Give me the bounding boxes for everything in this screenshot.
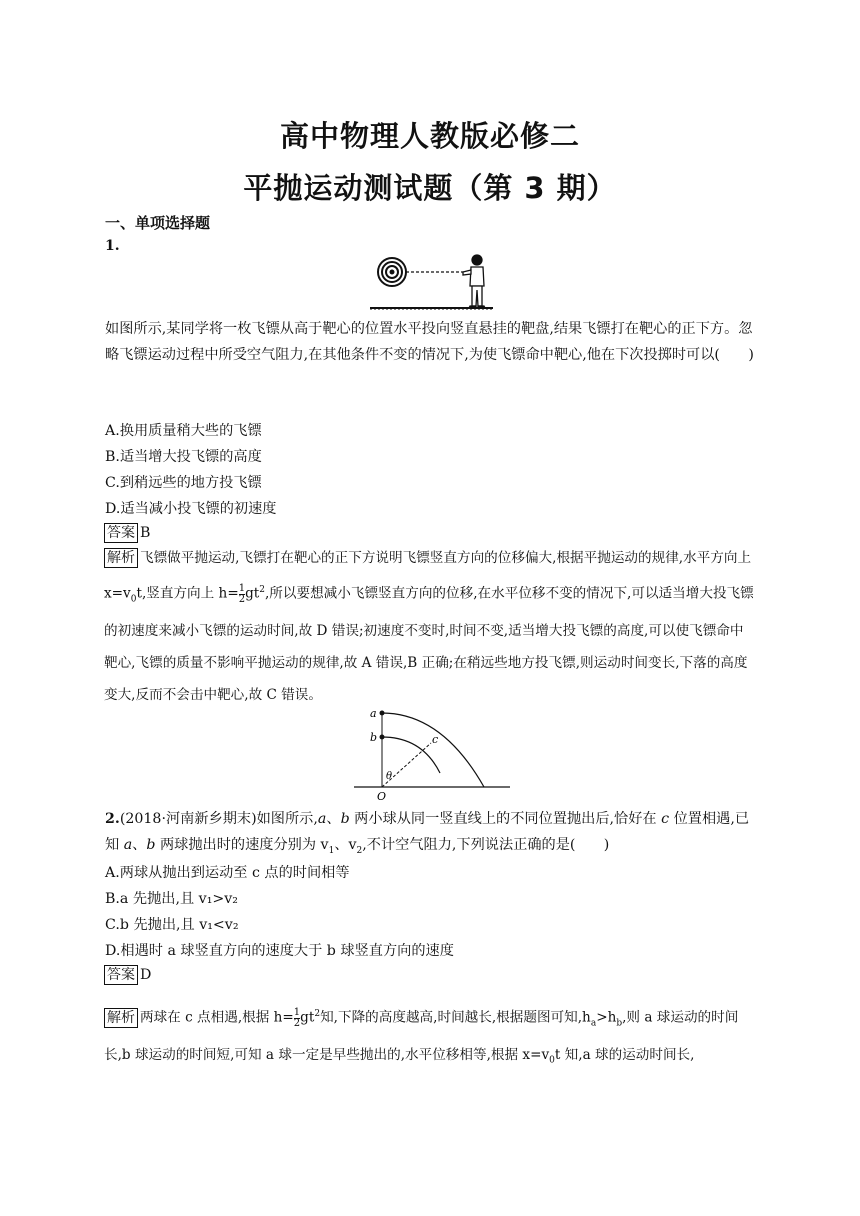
stem-text-3: 两小球从同一竖直线上的不同位置抛出后,恰好在 bbox=[349, 811, 662, 827]
var-b: b bbox=[340, 811, 350, 827]
explain-text-1: 飞镖做平抛运动,飞镖打在靶心的正下方说明飞镖竖直方向的位移偏大,根据平抛运动的规律,水平方向上 x=v bbox=[104, 550, 752, 602]
title-line-2: 平抛运动测试题（第 3 期） bbox=[243, 171, 617, 205]
fraction-numerator: 1 bbox=[293, 1006, 301, 1018]
fraction-denominator: 2 bbox=[238, 593, 246, 605]
point-a bbox=[380, 711, 385, 716]
answer-value: D bbox=[140, 967, 152, 983]
q1-option-a: A.换用质量稍大些的飞镖 bbox=[105, 423, 262, 439]
explain-text-6: t 知,a 球的运动时间长, bbox=[554, 1047, 695, 1064]
explain-text-3: gt bbox=[245, 585, 260, 602]
q1-option-c: C.到稍远些的地方投飞镖 bbox=[105, 475, 262, 491]
target-board bbox=[378, 258, 406, 286]
question-1-number: 1. bbox=[105, 238, 120, 254]
stem-text-5: 、 bbox=[132, 837, 147, 853]
q2-answer bbox=[104, 965, 151, 985]
question-1-stem: 如图所示,某同学将一枚飞镖从高于靶心的位置水平投向竖直悬挂的靶盘,结果飞镖打在靶心的正下方。忽略飞镖运动过程中所受空气阻力,在其他条件不变的情况下,为使飞镖命中靶心,他在下次投掷时可以( ) bbox=[105, 321, 754, 363]
label-b: b bbox=[370, 731, 378, 744]
explain-text-2: gt bbox=[300, 1009, 315, 1026]
question-2-number: 2. bbox=[105, 811, 120, 827]
var-a-2: a bbox=[123, 837, 133, 853]
title-line-1: 高中物理人教版必修二 bbox=[279, 119, 580, 153]
q2-explanation bbox=[104, 998, 756, 1077]
label-a: a bbox=[370, 707, 377, 720]
answer-value: B bbox=[140, 525, 151, 541]
fraction-denominator: 2 bbox=[293, 1017, 301, 1029]
var-c: c bbox=[661, 811, 670, 827]
explain-text-5: ,则 a 球运动的时间长,b 球运动的时间短,可知 a 球一定是早些抛出的,水平位移相等,根据 x=v bbox=[104, 1009, 739, 1064]
q2-option-b: B.a 先抛出,且 v₁>v₂ bbox=[105, 891, 238, 907]
explain-text-1: 两球在 c 点相遇,根据 h= bbox=[140, 1009, 294, 1026]
q1-option-b: B.适当增大投飞镖的高度 bbox=[105, 449, 262, 465]
stem-text-1: (2018·河南新乡期末)如图所示, bbox=[119, 811, 318, 827]
subscript-0: 0 bbox=[549, 1055, 555, 1066]
label-theta: θ bbox=[386, 771, 393, 782]
section-heading: 一、单项选择题 bbox=[105, 214, 211, 232]
label-o: O bbox=[377, 790, 387, 803]
explain-label: 解析 bbox=[104, 1008, 138, 1028]
subscript-b: b bbox=[616, 1018, 623, 1029]
stem-text-2: 、 bbox=[326, 811, 341, 827]
explain-text-4: >h bbox=[596, 1009, 617, 1026]
stem-text-8: ,不计空气阻力,下列说法正确的是( ) bbox=[362, 837, 610, 853]
stem-text-7: 、v bbox=[334, 837, 357, 853]
question-2-stem bbox=[105, 806, 755, 864]
var-a: a bbox=[317, 811, 327, 827]
q2-option-c: C.b 先抛出,且 v₁<v₂ bbox=[105, 917, 239, 933]
var-b-2: b bbox=[146, 837, 156, 853]
explain-text-4: ,所以要想减小飞镖竖直方向的位移,在水平位移不变的情况下,可以适当增大投飞镖的初速度来减小飞镖的运动时间,故 D 错误;初速度不变时,时间不变,适当增大投飞镖的高度,可以使飞镖命中靶心,飞镖的质量不影响平抛运动的规律,故 A 错误,B 正确;在稍远些地方投飞镖,则运动时间变长,下落的高度变大,反而不会击中靶心,故 C 错误。 bbox=[104, 585, 754, 704]
q1-option-d: D.适当减小投飞镖的初速度 bbox=[105, 501, 277, 517]
figure-dart-target bbox=[368, 252, 498, 314]
q1-answer bbox=[104, 523, 150, 543]
subscript-2: 2 bbox=[356, 845, 363, 856]
fraction-numerator: 1 bbox=[238, 582, 246, 594]
figure-projectiles bbox=[352, 703, 512, 803]
subscript: 0 bbox=[130, 594, 137, 605]
q2-option-a: A.两球从抛出到运动至 c 点的时间相等 bbox=[105, 865, 350, 881]
thrower-person bbox=[463, 255, 485, 308]
superscript: 2 bbox=[259, 585, 265, 595]
answer-label: 答案 bbox=[104, 523, 138, 543]
explain-text-3: 知,下降的高度越高,时间越长,根据题图可知,h bbox=[320, 1009, 591, 1026]
stem-text-4: 位置相遇,已知 bbox=[105, 811, 750, 853]
subscript-a: a bbox=[590, 1018, 597, 1029]
answer-label: 答案 bbox=[104, 965, 138, 985]
stem-text-6: 两球抛出时的速度分别为 v bbox=[155, 837, 329, 853]
subscript-1: 1 bbox=[328, 845, 335, 856]
q1-explanation bbox=[104, 542, 756, 711]
explain-label: 解析 bbox=[104, 548, 138, 568]
q2-option-d: D.相遇时 a 球竖直方向的速度大于 b 球竖直方向的速度 bbox=[105, 943, 454, 959]
point-b bbox=[380, 735, 385, 740]
explain-text-2: t,竖直方向上 h= bbox=[136, 585, 239, 602]
superscript: 2 bbox=[314, 1009, 321, 1019]
label-c: c bbox=[432, 733, 439, 746]
